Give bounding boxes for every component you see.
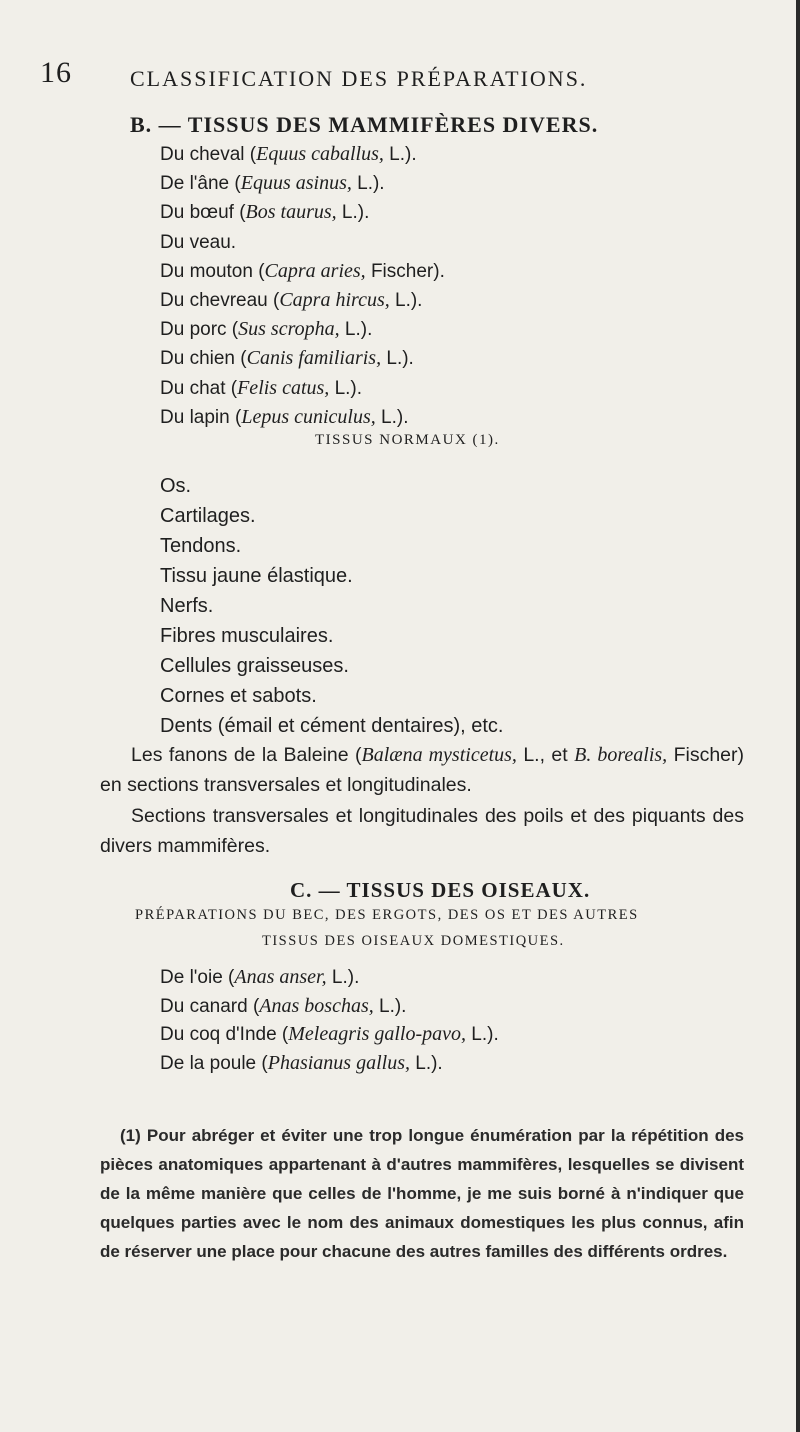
list-item: Dents (émail et cément dentaires), etc. xyxy=(160,715,504,737)
page-number: 16 xyxy=(40,56,72,89)
list-item: Du chat (Felis catus, L.). xyxy=(160,376,363,399)
list-item: Du bœuf (Bos taurus, L.). xyxy=(160,201,370,224)
running-head: CLASSIFICATION DES PRÉPARATIONS. xyxy=(130,66,588,91)
list-item: Du veau. xyxy=(160,231,237,253)
list-item: De la poule (Phasianus gallus, L.). xyxy=(160,1051,443,1074)
section-b-title: B. — TISSUS DES MAMMIFÈRES DIVERS. xyxy=(130,112,599,137)
list-item: Cellules graisseuses. xyxy=(160,655,349,677)
page-header xyxy=(40,58,740,98)
list-item: Du lapin (Lepus cuniculus, L.). xyxy=(160,405,409,428)
bird-list xyxy=(160,963,499,1077)
list-item: De l'oie (Anas anser, L.). xyxy=(160,966,360,988)
list-item: De l'âne (Equus asinus, L.). xyxy=(160,172,385,195)
mammal-list xyxy=(160,140,445,432)
list-item: Du cheval (Equus caballus, L.). xyxy=(160,143,417,165)
paragraph-fanons: Les fanons de la Baleine (Balæna mysticetus, L., et B. borealis, Fischer) en sections transversales et longitudinales. xyxy=(100,744,744,796)
list-item: Tendons. xyxy=(160,535,242,557)
list-item: Du chien (Canis familiaris, L.). xyxy=(160,347,414,370)
section-c-title: C. — TISSUS DES OISEAUX. xyxy=(290,878,591,902)
list-item: Du canard (Anas boschas, L.). xyxy=(160,994,407,1017)
list-item: Du chevreau (Capra hircus, L.). xyxy=(160,288,423,311)
list-item: Du mouton (Capra aries, Fischer). xyxy=(160,259,445,282)
list-item: Cornes et sabots. xyxy=(160,685,317,707)
list-item: Du porc (Sus scropha, L.). xyxy=(160,318,373,341)
footnote: (1) Pour abréger et éviter une trop longue énumération par la répétition des pièces anatomiques appartenant à d'autres mammifères, lesquelles se divisent de la même manière que celles de l'homme, je me suis borné à n'indiquer que quelques parties avec le nom des animaux domestiques les plus connus, afin de réserver une place pour chacune des autres familles des différents ordres. xyxy=(100,1126,744,1261)
list-item: Tissu jaune élastique. xyxy=(160,565,353,587)
section-c-subtitle-line1: PRÉPARATIONS DU BEC, DES ERGOTS, DES OS ET DES AUTRES xyxy=(135,907,639,923)
list-item: Cartilages. xyxy=(160,505,256,527)
page-edge xyxy=(796,0,800,1432)
list-item: Nerfs. xyxy=(160,595,214,617)
section-c-subtitle-line2: TISSUS DES OISEAUX DOMESTIQUES. xyxy=(262,933,565,949)
list-item: Os. xyxy=(160,475,192,497)
list-item: Du coq d'Inde (Meleagris gallo-pavo, L.). xyxy=(160,1023,499,1045)
list-item: Fibres musculaires. xyxy=(160,625,334,647)
paragraph-poils: Sections transversales et longitudinales des poils et des piquants des divers mammifères. xyxy=(100,805,744,857)
tissue-list xyxy=(160,471,503,741)
section-b-subtitle: TISSUS NORMAUX (1). xyxy=(315,432,500,448)
